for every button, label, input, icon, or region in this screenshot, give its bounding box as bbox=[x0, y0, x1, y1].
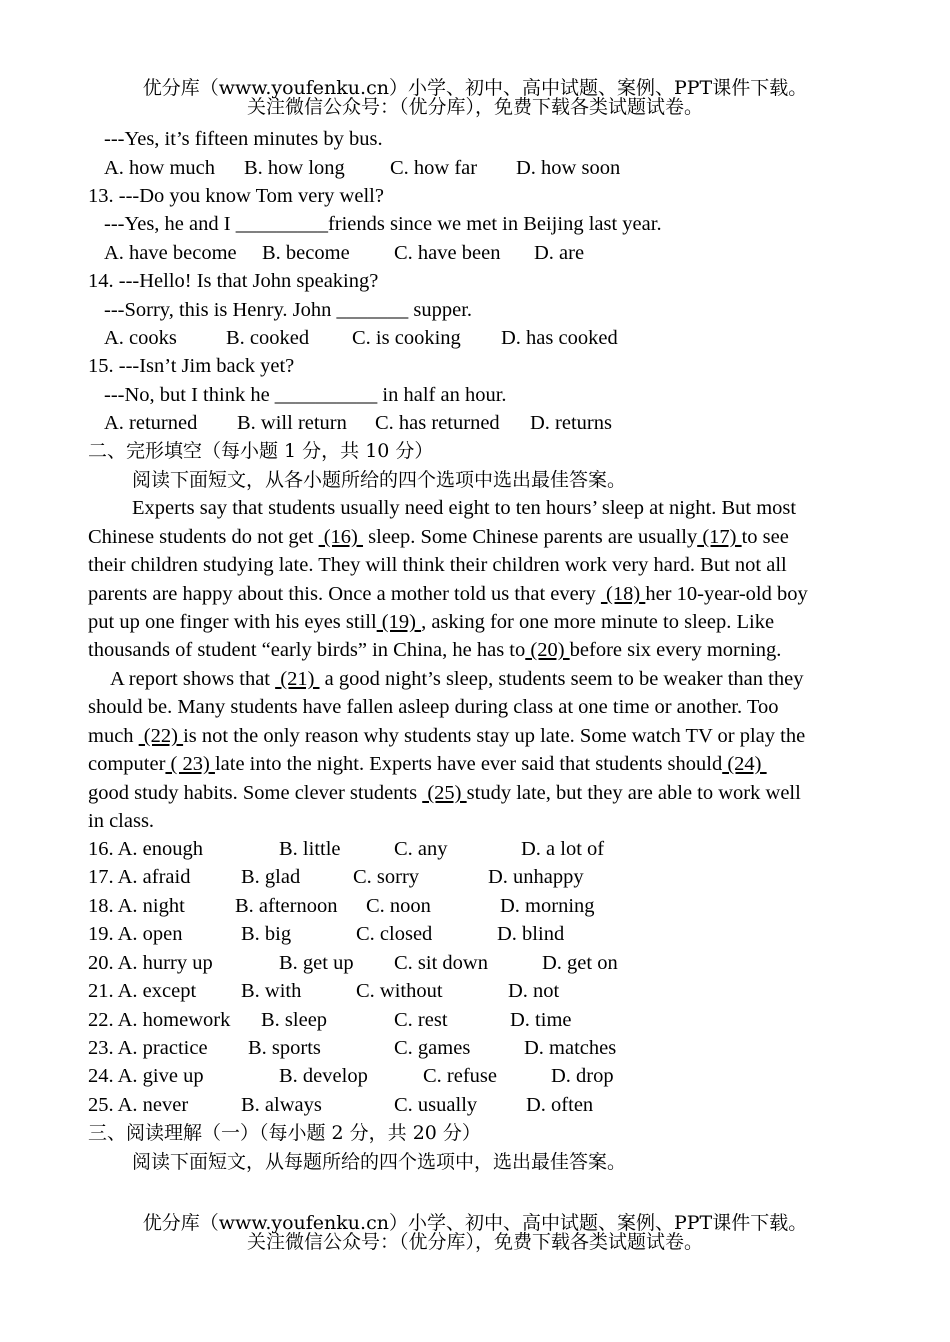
q25-option-a: 25. A. never bbox=[88, 1094, 189, 1116]
passage-line: Experts say that students usually need eight to ten hours’ sleep at night. But most bbox=[132, 497, 797, 519]
q23-option-a: 23. A. practice bbox=[88, 1037, 208, 1059]
q21-option-d: D. not bbox=[508, 980, 560, 1002]
q12-option-d: D. how soon bbox=[516, 157, 621, 179]
q14-option-b: B. cooked bbox=[226, 327, 310, 349]
q25-option-d: D. often bbox=[526, 1094, 594, 1116]
q21-option-a: 21. A. except bbox=[88, 980, 197, 1002]
q22-option-d: D. time bbox=[510, 1009, 572, 1031]
q17-option-b: B. glad bbox=[241, 866, 301, 888]
q15-option-c: C. has returned bbox=[375, 412, 500, 434]
q22-option-b: B. sleep bbox=[261, 1009, 328, 1031]
q23-option-d: D. matches bbox=[524, 1037, 617, 1059]
q12-option-c: C. how far bbox=[390, 157, 478, 179]
q14-option-d: D. has cooked bbox=[501, 327, 618, 349]
q25-option-c: C. usually bbox=[394, 1094, 478, 1116]
q12-answer: ---Yes, it’s fifteen minutes by bus. bbox=[104, 128, 383, 150]
passage-line: much (22) is not the only reason why students stay up late. Some watch TV or play the bbox=[88, 725, 806, 747]
q24-option-c: C. refuse bbox=[423, 1065, 498, 1087]
q18-option-c: C. noon bbox=[366, 895, 431, 917]
q25-option-b: B. always bbox=[241, 1094, 322, 1116]
blank-17: (17) bbox=[697, 526, 742, 548]
blank-24: (24) bbox=[722, 753, 767, 775]
q24-option-d: D. drop bbox=[551, 1065, 614, 1087]
q14-answer: ---Sorry, this is Henry. John _______ supper. bbox=[104, 299, 473, 321]
q15-option-d: D. returns bbox=[530, 412, 612, 434]
q13-option-c: C. have been bbox=[394, 242, 501, 264]
q12-option-a: A. how much bbox=[104, 157, 216, 179]
q13-option-d: D. are bbox=[534, 242, 585, 264]
q16-option-a: 16. A. enough bbox=[88, 838, 204, 860]
blank-18: (18) bbox=[600, 583, 646, 605]
passage-line: their children studying late. They will think their children work very hard. But not all bbox=[88, 554, 787, 576]
q15-option-a: A. returned bbox=[104, 412, 198, 434]
q12-option-b: B. how long bbox=[244, 157, 345, 179]
q22-option-c: C. rest bbox=[394, 1009, 448, 1031]
blank-25: (25) bbox=[422, 782, 467, 804]
q16-option-c: C. any bbox=[394, 838, 448, 860]
q14-option-c: C. is cooking bbox=[352, 327, 461, 349]
q14-option-a: A. cooks bbox=[104, 327, 177, 349]
q17-option-c: C. sorry bbox=[353, 866, 420, 888]
q23-option-b: B. sports bbox=[248, 1037, 321, 1059]
blank-21: (21) bbox=[275, 668, 320, 690]
q19-option-a: 19. A. open bbox=[88, 923, 183, 945]
q13-option-b: B. become bbox=[262, 242, 350, 264]
q21-option-c: C. without bbox=[356, 980, 443, 1002]
blank-19: (19) bbox=[376, 611, 422, 633]
passage-line: thousands of student “early birds” in China, he has to (20) before six every morning. bbox=[88, 639, 782, 661]
section2-title: 二、完形填空（每小题 1 分，共 10 分） bbox=[88, 440, 434, 462]
q20-option-d: D. get on bbox=[542, 952, 618, 974]
q15-option-b: B. will return bbox=[237, 412, 347, 434]
passage-line: Chinese students do not get (16) sleep. Some Chinese parents are usually (17) to see bbox=[88, 526, 789, 548]
q14-question: 14. ---Hello! Is that John speaking? bbox=[88, 270, 379, 292]
page-footer-line-1: 优分库（www.youfenku.cn）小学、初中、高中试题、案例、PPT课件下载。 bbox=[142, 1212, 808, 1234]
q22-option-a: 22. A. homework bbox=[88, 1009, 231, 1031]
passage-line: A report shows that (21) a good night’s sleep, students seem to be weaker than they bbox=[110, 668, 804, 690]
q24-option-a: 24. A. give up bbox=[88, 1065, 204, 1087]
q24-option-b: B. develop bbox=[279, 1065, 368, 1087]
q19-option-c: C. closed bbox=[356, 923, 433, 945]
q17-option-d: D. unhappy bbox=[488, 866, 584, 888]
q23-option-c: C. games bbox=[394, 1037, 471, 1059]
q19-option-d: D. blind bbox=[497, 923, 565, 945]
page-footer-line-2: 关注微信公众号：（优分库），免费下载各类试题试卷。 bbox=[246, 1231, 703, 1253]
passage-line: should be. Many students have fallen asleep during class at one time or another. Too bbox=[88, 696, 779, 718]
q13-question: 13. ---Do you know Tom very well? bbox=[88, 185, 384, 207]
section3-title: 三、阅读理解（一）（每小题 2 分，共 20 分） bbox=[88, 1122, 481, 1144]
q15-answer: ---No, but I think he __________ in half an hour. bbox=[104, 384, 507, 406]
q18-option-b: B. afternoon bbox=[235, 895, 338, 917]
q16-option-d: D. a lot of bbox=[521, 838, 605, 860]
q19-option-b: B. big bbox=[241, 923, 292, 945]
page-header-line-2: 关注微信公众号：（优分库），免费下载各类试题试卷。 bbox=[246, 96, 703, 118]
q20-option-c: C. sit down bbox=[394, 952, 488, 974]
blank-23: ( 23) bbox=[165, 753, 215, 775]
passage-line: in class. bbox=[88, 810, 155, 832]
passage-line: parents are happy about this. Once a mother told us that every (18) her 10-year-old boy bbox=[88, 583, 808, 605]
page-header-line-1: 优分库（www.youfenku.cn）小学、初中、高中试题、案例、PPT课件下载。 bbox=[142, 77, 808, 99]
blank-16: (16) bbox=[318, 526, 364, 548]
q18-option-d: D. morning bbox=[500, 895, 595, 917]
passage-line: good study habits. Some clever students (25) study late, but they are able to work well bbox=[88, 782, 801, 804]
blank-20: (20) bbox=[525, 639, 570, 661]
q18-option-a: 18. A. night bbox=[88, 895, 185, 917]
section2-instruction: 阅读下面短文，从各小题所给的四个选项中选出最佳答案。 bbox=[132, 469, 627, 491]
passage-line: computer ( 23) late into the night. Experts have ever said that students should (24) bbox=[88, 753, 767, 775]
section3-instruction: 阅读下面短文，从每题所给的四个选项中，选出最佳答案。 bbox=[132, 1151, 627, 1173]
q21-option-b: B. with bbox=[241, 980, 302, 1002]
q17-option-a: 17. A. afraid bbox=[88, 866, 191, 888]
blank-22: (22) bbox=[138, 725, 184, 747]
q13-answer: ---Yes, he and I _________friends since we met in Beijing last year. bbox=[104, 213, 662, 235]
passage-line: put up one finger with his eyes still (19) , asking for one more minute to sleep. Like bbox=[88, 611, 775, 633]
q16-option-b: B. little bbox=[279, 838, 341, 860]
q20-option-b: B. get up bbox=[279, 952, 354, 974]
q15-question: 15. ---Isn’t Jim back yet? bbox=[88, 355, 295, 377]
q20-option-a: 20. A. hurry up bbox=[88, 952, 213, 974]
q13-option-a: A. have become bbox=[104, 242, 237, 264]
